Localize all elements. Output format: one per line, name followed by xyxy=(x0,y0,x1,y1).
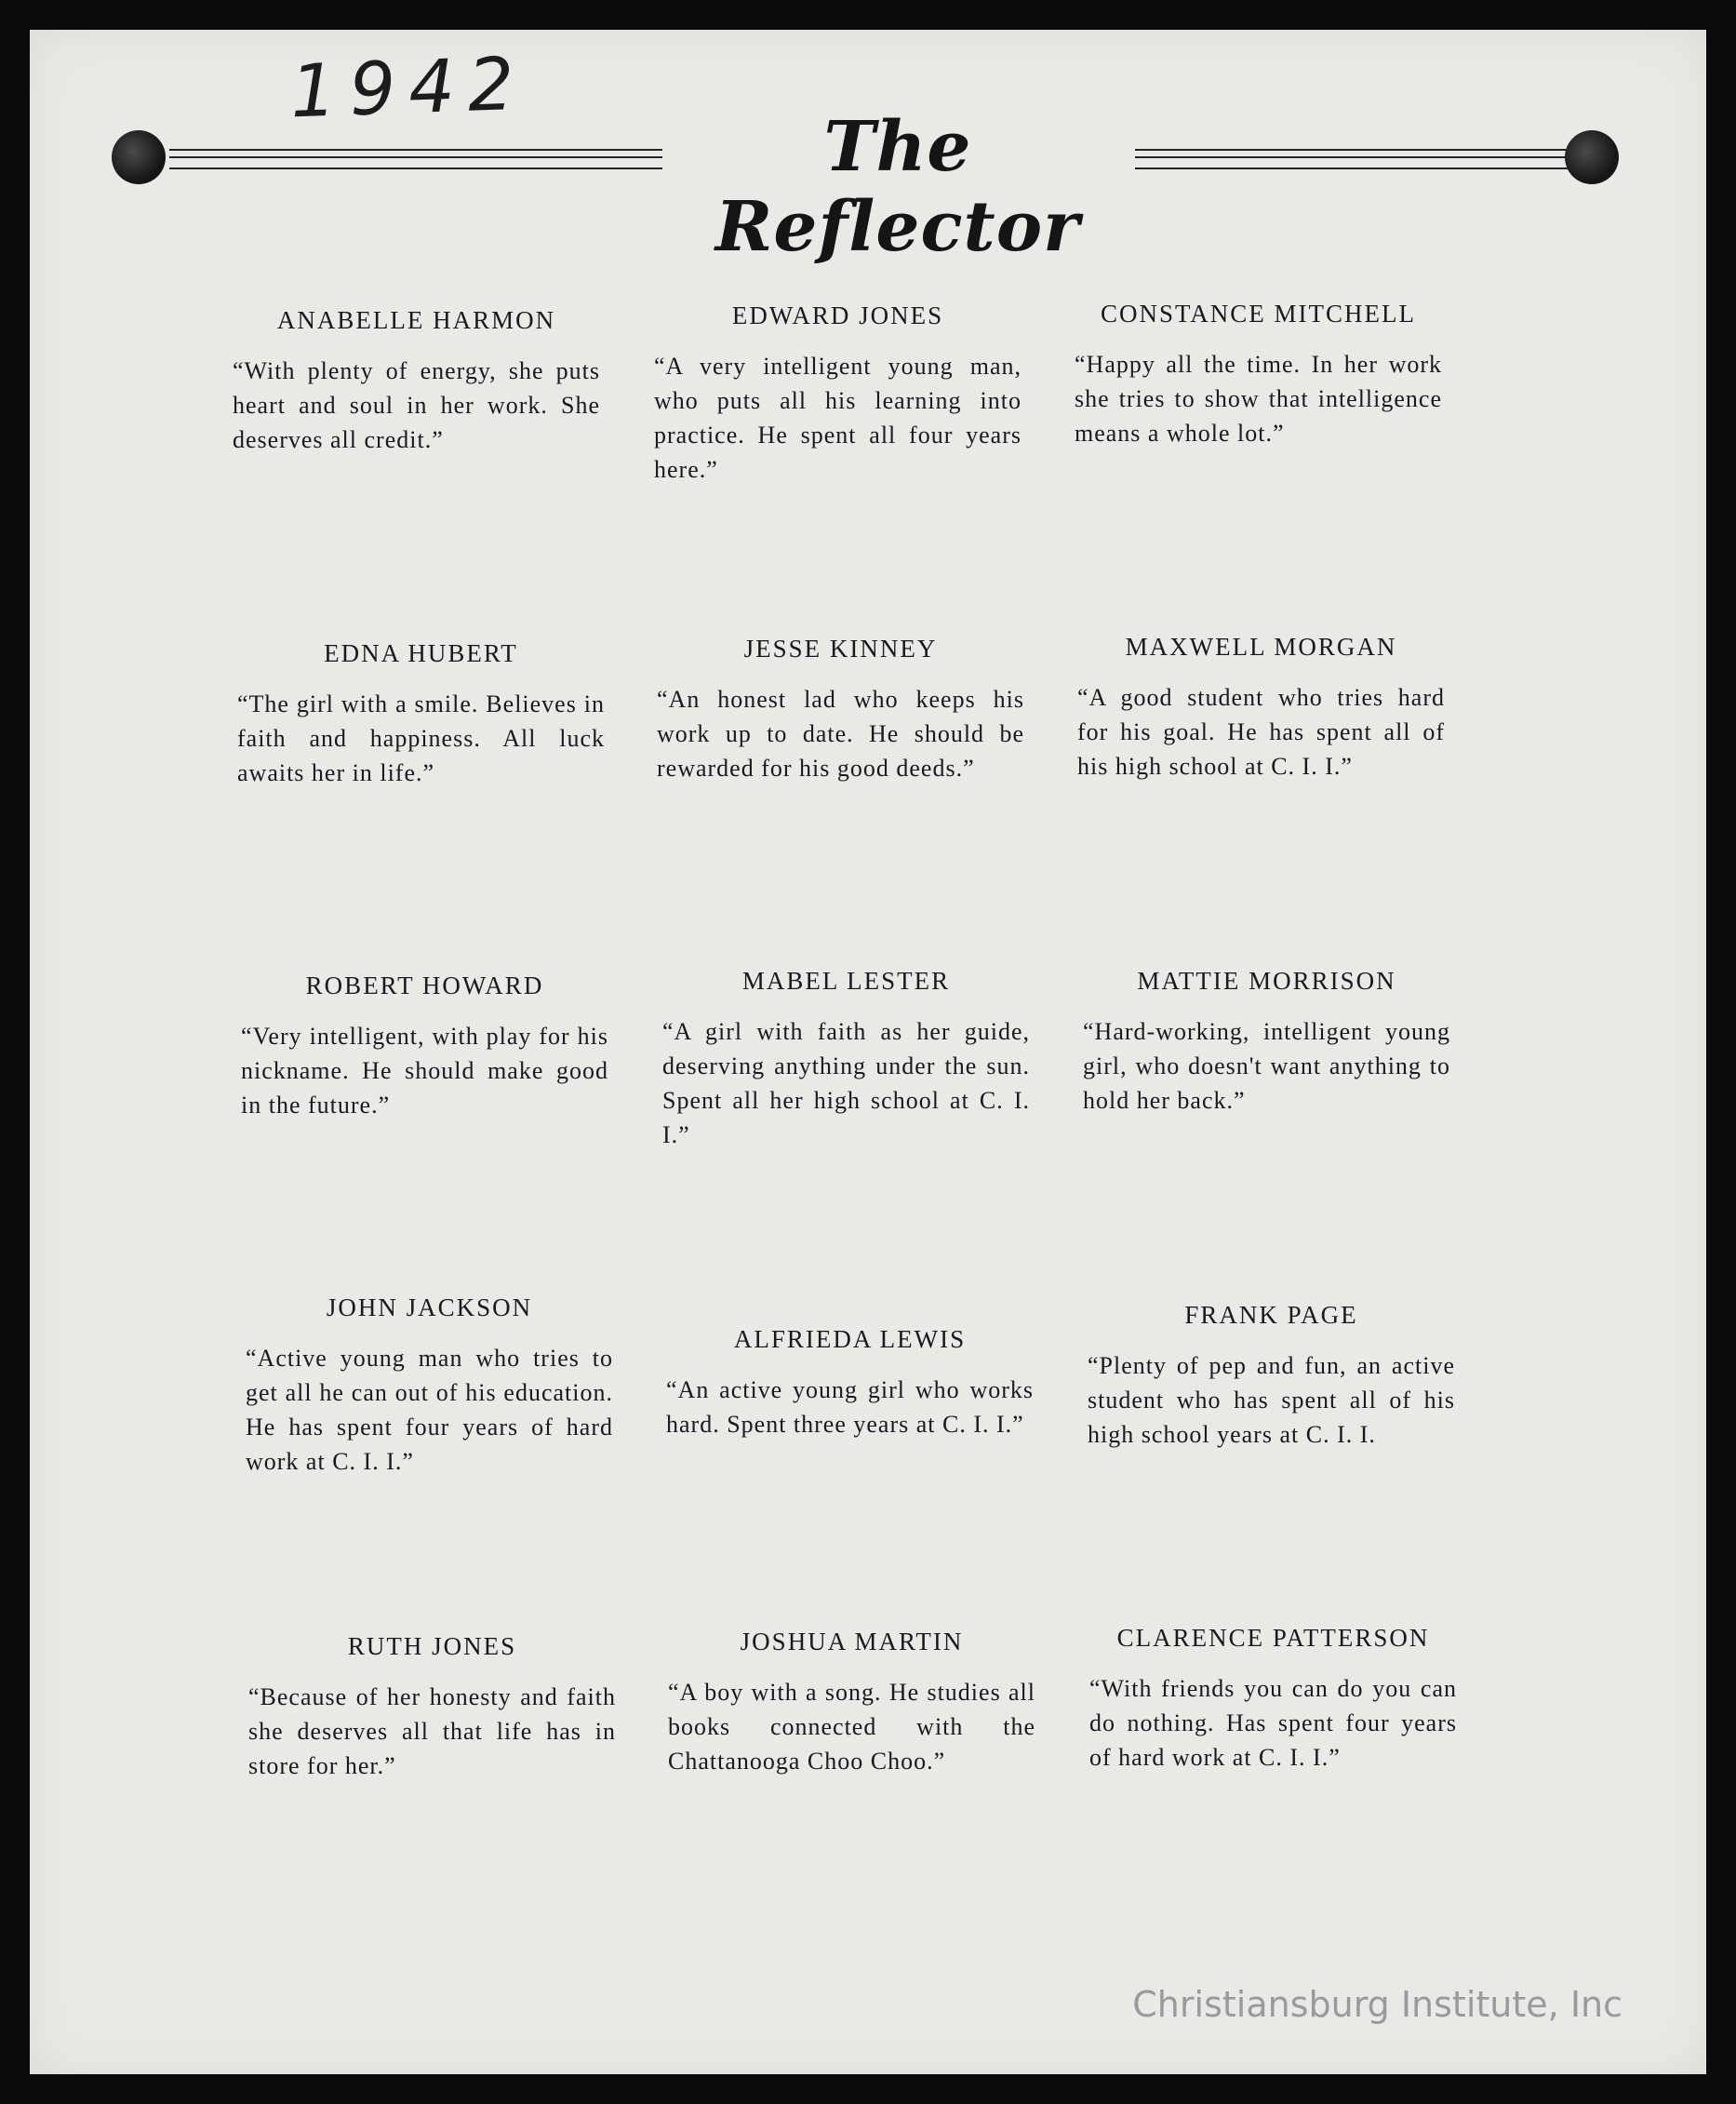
senior-name: EDNA HUBERT xyxy=(324,639,518,667)
senior-quote: “A boy with a song. He studies all books connected with the Chattanooga Choo Choo.” xyxy=(668,1679,1035,1775)
senior-quote: “With friends you can do you can do nothing. Has spent four years of hard work at C. I. I.” xyxy=(1089,1675,1457,1771)
senior-name: MAXWELL MORGAN xyxy=(1125,633,1397,661)
senior-name: JOSHUA MARTIN xyxy=(740,1628,964,1655)
senior-entry xyxy=(1083,967,1450,1118)
masthead-dot-left-icon xyxy=(112,130,166,184)
senior-quote: “An honest lad who keeps his work up to date. He should be rewarded for his good deeds.” xyxy=(657,686,1024,782)
senior-quote: “Because of her honesty and faith she deserves all that life has in store for her.” xyxy=(248,1683,616,1779)
senior-name: ROBERT HOWARD xyxy=(305,972,544,999)
senior-entry xyxy=(1075,300,1442,450)
senior-name: MATTIE MORRISON xyxy=(1137,967,1396,995)
senior-entry xyxy=(666,1325,1034,1441)
senior-quote: “Very intelligent, with play for his nickname. He should make good in the future.” xyxy=(241,1023,608,1119)
senior-entry xyxy=(662,967,1030,1152)
senior-entry xyxy=(246,1293,613,1479)
senior-entry xyxy=(1077,633,1445,784)
senior-name: ANABELLE HARMON xyxy=(276,306,556,334)
watermark: Christiansburg Institute, Inc xyxy=(1132,1984,1622,2025)
senior-name: JESSE KINNEY xyxy=(743,635,938,663)
senior-name: MABEL LESTER xyxy=(741,967,951,995)
senior-quote: “A very intelligent young man, who puts all his learning into practice. He spent all four years here.” xyxy=(654,353,1022,483)
senior-name: CLARENCE PATTERSON xyxy=(1116,1624,1430,1652)
senior-name: FRANK PAGE xyxy=(1184,1301,1358,1329)
document-page xyxy=(30,30,1706,2074)
senior-quote: “Active young man who tries to get all he can out of his education. He has spent four years of hard work at C. I. I.” xyxy=(246,1345,613,1475)
senior-quote: “An active young girl who works hard. Spent three years at C. I. I.” xyxy=(666,1376,1034,1438)
senior-entry xyxy=(237,639,605,790)
masthead-rule-left xyxy=(169,149,662,169)
senior-quote: “Plenty of pep and fun, an active student who has spent all of his high school years at C. I. I. xyxy=(1088,1352,1455,1448)
senior-quote: “A girl with faith as her guide, deserving anything under the sun. Spent all her high school at C. I. I.” xyxy=(662,1018,1030,1148)
senior-quote: “With plenty of energy, she puts heart and soul in her work. She deserves all credit.” xyxy=(233,357,600,453)
senior-entry xyxy=(241,972,608,1122)
senior-quote: “Hard-working, intelligent young girl, who doesn't want anything to hold her back.” xyxy=(1083,1018,1450,1114)
masthead xyxy=(112,100,1619,267)
newsletter-title: The Reflector xyxy=(714,107,1081,267)
senior-entry xyxy=(668,1628,1035,1778)
senior-name: ALFRIEDA LEWIS xyxy=(733,1325,967,1353)
senior-entry xyxy=(657,635,1024,785)
senior-quote: “Happy all the time. In her work she tries to show that intelligence means a whole lot.” xyxy=(1075,351,1442,447)
senior-name: RUTH JONES xyxy=(347,1632,517,1660)
masthead-dot-right-icon xyxy=(1565,130,1619,184)
handwritten-year: 1942 xyxy=(288,42,529,135)
senior-name: EDWARD JONES xyxy=(731,302,944,329)
senior-entry xyxy=(233,306,600,457)
senior-quote: “A good student who tries hard for his goal. He has spent all of his high school at C. I. I.” xyxy=(1077,684,1445,780)
senior-entry xyxy=(654,302,1022,487)
senior-quote: “The girl with a smile. Believes in faith and happiness. All luck awaits her in life.” xyxy=(237,690,605,786)
senior-name: CONSTANCE MITCHELL xyxy=(1100,300,1417,328)
senior-entry xyxy=(248,1632,616,1783)
senior-entry xyxy=(1089,1624,1457,1775)
senior-name: JOHN JACKSON xyxy=(326,1293,533,1321)
senior-entry xyxy=(1088,1301,1455,1452)
masthead-rule-right xyxy=(1135,149,1600,169)
